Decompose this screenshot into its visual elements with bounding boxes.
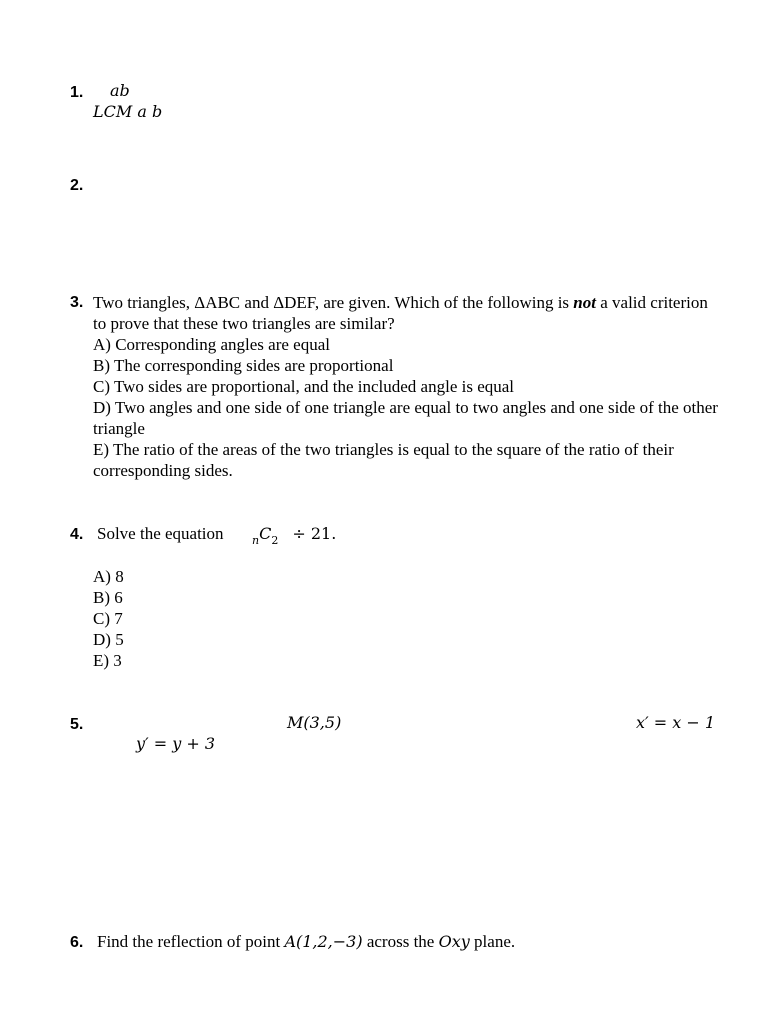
- question-4-option-b: B) 6: [93, 588, 123, 607]
- question-6-text-before: Find the reflection of point: [97, 932, 285, 951]
- question-6-text-after: plane.: [469, 932, 516, 951]
- question-4-option-c: C) 7: [93, 609, 123, 628]
- question-5-equation-x: x′ = x − 1: [636, 713, 716, 732]
- question-3-number: 3.: [70, 294, 84, 311]
- question-3-stem-after: a valid criterion to prove that these two triangles are similar?: [93, 293, 708, 333]
- question-3-option-e: E) The ratio of the areas of the two triangles is equal to the square of the ratio of their corresponding sides.: [93, 440, 674, 480]
- question-3-stem-before: Two triangles, ΔABC and ΔDEF, are given. Which of the following is: [93, 293, 574, 312]
- question-3-option-b: B) The corresponding sides are proportional: [93, 356, 394, 375]
- question-6-text: [97, 931, 515, 952]
- question-6-text-middle: across the: [362, 932, 439, 951]
- question-3-stem-emphasis: not: [573, 293, 596, 312]
- question-6-plane: Oxy: [438, 932, 470, 951]
- question-4-math-c: C: [259, 524, 272, 543]
- question-4-math-n: n: [252, 534, 260, 547]
- question-4-math-sub: 2: [271, 534, 279, 547]
- question-2-number: 2.: [70, 177, 84, 194]
- question-4-number: 4.: [70, 526, 84, 543]
- question-3-body: [93, 292, 723, 481]
- question-5-point: M(3,5): [287, 713, 342, 732]
- question-6-number: 6.: [70, 934, 84, 951]
- question-4-math-rest: ÷ 21.: [292, 524, 337, 543]
- question-1-line2: LCM a b: [93, 102, 163, 121]
- question-4-prompt: Solve the equation: [97, 524, 224, 543]
- question-4-options: [93, 566, 124, 671]
- question-3-option-a: A) Corresponding angles are equal: [93, 335, 330, 354]
- question-1-line1: ab: [110, 81, 130, 100]
- question-1-number: 1.: [70, 84, 84, 101]
- question-3-stem: [93, 292, 723, 334]
- question-4-option-e: E) 3: [93, 651, 122, 670]
- question-3-option-d: D) Two angles and one side of one triangle are equal to two angles and one side of the other triangle: [93, 398, 718, 438]
- question-4-option-d: D) 5: [93, 630, 124, 649]
- question-4-equation: [252, 524, 337, 547]
- question-6-point: A(1,2,−3): [284, 932, 363, 951]
- question-3-option-c: C) Two sides are proportional, and the included angle is equal: [93, 377, 515, 396]
- question-5-number: 5.: [70, 716, 84, 733]
- question-4-option-a: A) 8: [93, 567, 124, 586]
- question-5-equation-y: y′ = y + 3: [136, 734, 216, 753]
